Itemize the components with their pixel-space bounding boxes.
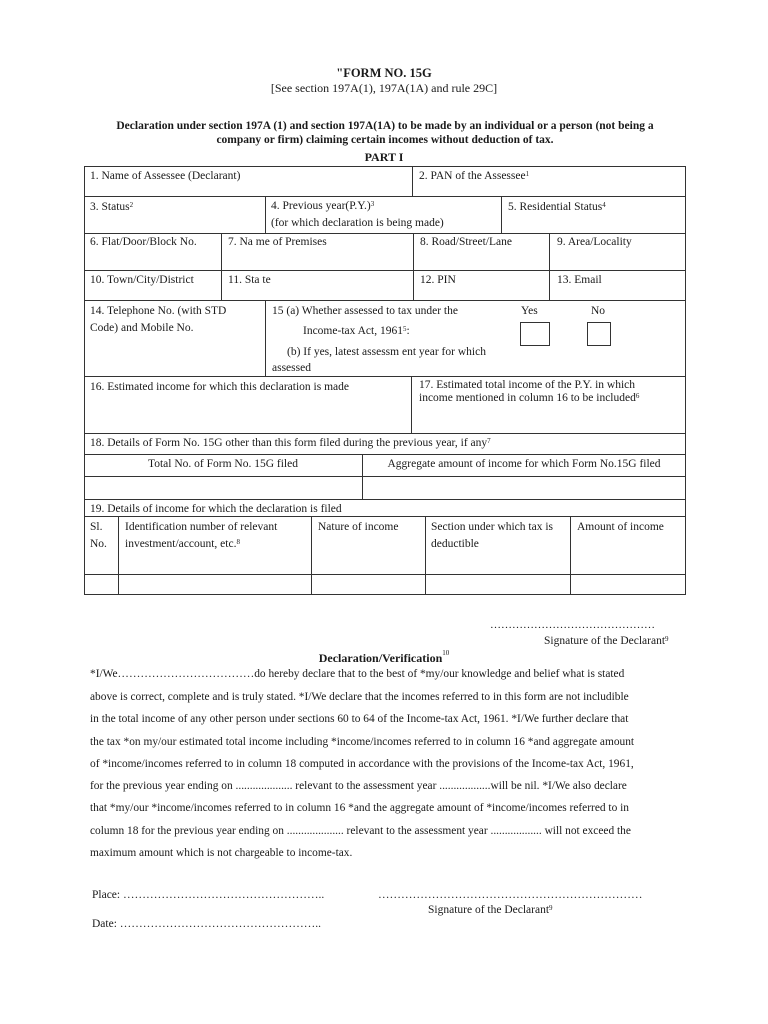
field-residential-status [508, 200, 606, 215]
field-pan-label: 2. PAN of the Assessee [419, 170, 526, 182]
footnote-ref: 2 [129, 201, 134, 209]
signature-line: ……………………………………… [490, 619, 655, 631]
field-estimated-total-income-line1: 17. Estimated total income of the P.Y. in which [419, 379, 636, 391]
field-form-15g-details [90, 436, 491, 451]
field-state: 11. Sta te [228, 274, 271, 286]
field-pan [419, 169, 529, 184]
place-field: Place: …………………………………………….. [92, 889, 325, 901]
field-estimated-total-income [419, 378, 681, 406]
no-label: No [591, 305, 606, 317]
field-estimated-total-income-line2: income mentioned in column 16 to be included [419, 392, 636, 404]
footnote-ref: 4 [602, 201, 606, 209]
field-latest-assessment-year-cont: assessed [272, 362, 311, 374]
field-email: 13. Email [557, 274, 602, 286]
no-checkbox[interactable] [587, 322, 611, 346]
footnote-ref: 6 [635, 392, 640, 400]
field-status-label: 3. Status [90, 201, 130, 213]
footnote-ref: 9 [549, 904, 553, 912]
verification-line: above is correct, complete and is truly stated. *I/We declare that the incomes referred to in this form are not includible [90, 691, 629, 703]
field-assessed-act [303, 324, 410, 339]
column-section-line1: Section under which tax is [431, 521, 554, 533]
field-residential-status-label: 5. Residential Status [508, 201, 603, 213]
declaration-heading [85, 119, 685, 147]
column-aggregate-amount: Aggregate amount of income for which Form No.15G filed [387, 458, 661, 470]
footnote-ref: 1 [525, 170, 530, 178]
field-town-city: 10. Town/City/District [90, 274, 194, 286]
field-assessed-act-colon: : [406, 325, 410, 337]
column-serial-no [90, 520, 107, 552]
field-income-details: 19. Details of income for which the declaration is filed [90, 503, 342, 515]
field-latest-assessment-year: (b) If yes, latest assessm ent year for which [287, 346, 486, 358]
footnote-ref: 5 [402, 325, 407, 333]
verification-line: for the previous year ending on .................... relevant to the assessment year ..................will be nil. *I/We also declare [90, 780, 627, 792]
column-identification-number-line2: investment/account, etc. [125, 538, 237, 550]
verification-line: that *my/our *income/incomes referred to in column 16 *and the aggregate amount of *income/incomes referred to in [90, 802, 629, 814]
signature-label-text: Signature of the Declarant [544, 635, 666, 647]
field-telephone [90, 304, 226, 336]
footnote-ref: 3 [370, 200, 375, 208]
verification-line: of *income/incomes referred to in column 18 computed in accordance with the provisions of the Income-tax Act, 1961, [90, 758, 634, 770]
field-previous-year [271, 199, 444, 231]
column-identification-number-line1: Identification number of relevant [125, 521, 278, 533]
field-status [90, 200, 133, 215]
footnote-ref: 10 [442, 649, 450, 657]
column-total-forms: Total No. of Form No. 15G filed [148, 458, 298, 470]
footnote-ref: 8 [236, 538, 240, 546]
form-title: "FORM NO. 15G [336, 66, 432, 80]
footer-signature-label [428, 903, 553, 918]
signature-label [544, 634, 669, 649]
field-pin: 12. PIN [420, 274, 456, 286]
verification-line: column 18 for the previous year ending on .................... relevant to the assessment year .................. will not exceed the [90, 825, 631, 837]
column-amount-of-income: Amount of income [577, 521, 664, 533]
column-nature-of-income: Nature of income [318, 521, 399, 533]
field-name-of-assessee: 1. Name of Assessee (Declarant) [90, 170, 241, 182]
column-section [431, 520, 553, 552]
field-premises: 7. Na me of Premises [228, 236, 327, 248]
field-area-locality: 9. Area/Locality [557, 236, 632, 248]
declaration-heading-line2: company or firm) claiming certain incomes without deduction of tax. [216, 134, 554, 146]
form-subtitle: [See section 197A(1), 197A(1A) and rule 29C] [270, 81, 498, 95]
field-assessed-question: 15 (a) Whether assessed to tax under the [272, 305, 458, 317]
footer-signature-line: …………………………………………………………… [378, 889, 643, 901]
verification-line: maximum amount which is not chargeable to income-tax. [90, 847, 353, 859]
field-road-street: 8. Road/Street/Lane [420, 236, 512, 248]
footer-signature-label-text: Signature of the Declarant [428, 904, 550, 916]
field-telephone-line1: 14. Telephone No. (with STD [90, 305, 227, 317]
yes-checkbox[interactable] [520, 322, 550, 346]
part-label: PART I [364, 150, 404, 164]
verification-heading [0, 651, 768, 666]
verification-line: in the total income of any other person under sections 60 to 64 of the Income-tax Act, 1961. *I/We further declare that [90, 713, 629, 725]
footnote-ref: 7 [487, 437, 491, 445]
field-estimated-income: 16. Estimated income for which this declaration is made [90, 381, 349, 393]
date-field: Date: …………………………………………….. [92, 918, 322, 930]
column-serial-no-line2: No. [90, 538, 107, 550]
declaration-heading-line1: Declaration under section 197A (1) and section 197A(1A) to be made by an individual or a person (not being a [116, 120, 654, 132]
verification-line: the tax *on my/our estimated total income including *income/incomes referred to in column 16 *and aggregate amount [90, 736, 635, 748]
field-previous-year-note: (for which declaration is being made) [271, 217, 444, 229]
field-assessed-act-label: Income-tax Act, 1961 [303, 325, 403, 337]
verification-line: *I/We………………………………do hereby declare that to the best of *my/our knowledge and belief what is stated [90, 668, 625, 680]
footnote-ref: 9 [665, 635, 669, 643]
column-identification-number [125, 520, 277, 552]
field-telephone-line2: Code) and Mobile No. [90, 322, 194, 334]
field-flat-door: 6. Flat/Door/Block No. [90, 236, 197, 248]
field-previous-year-label: 4. Previous year(P.Y.) [271, 200, 371, 212]
verification-heading-text: Declaration/Verification [318, 651, 443, 665]
field-form-15g-details-label: 18. Details of Form No. 15G other than this form filed during the previous year, if any [90, 437, 488, 449]
yes-label: Yes [521, 305, 538, 317]
column-serial-no-line1: Sl. [90, 521, 103, 533]
column-section-line2: deductible [431, 538, 479, 550]
